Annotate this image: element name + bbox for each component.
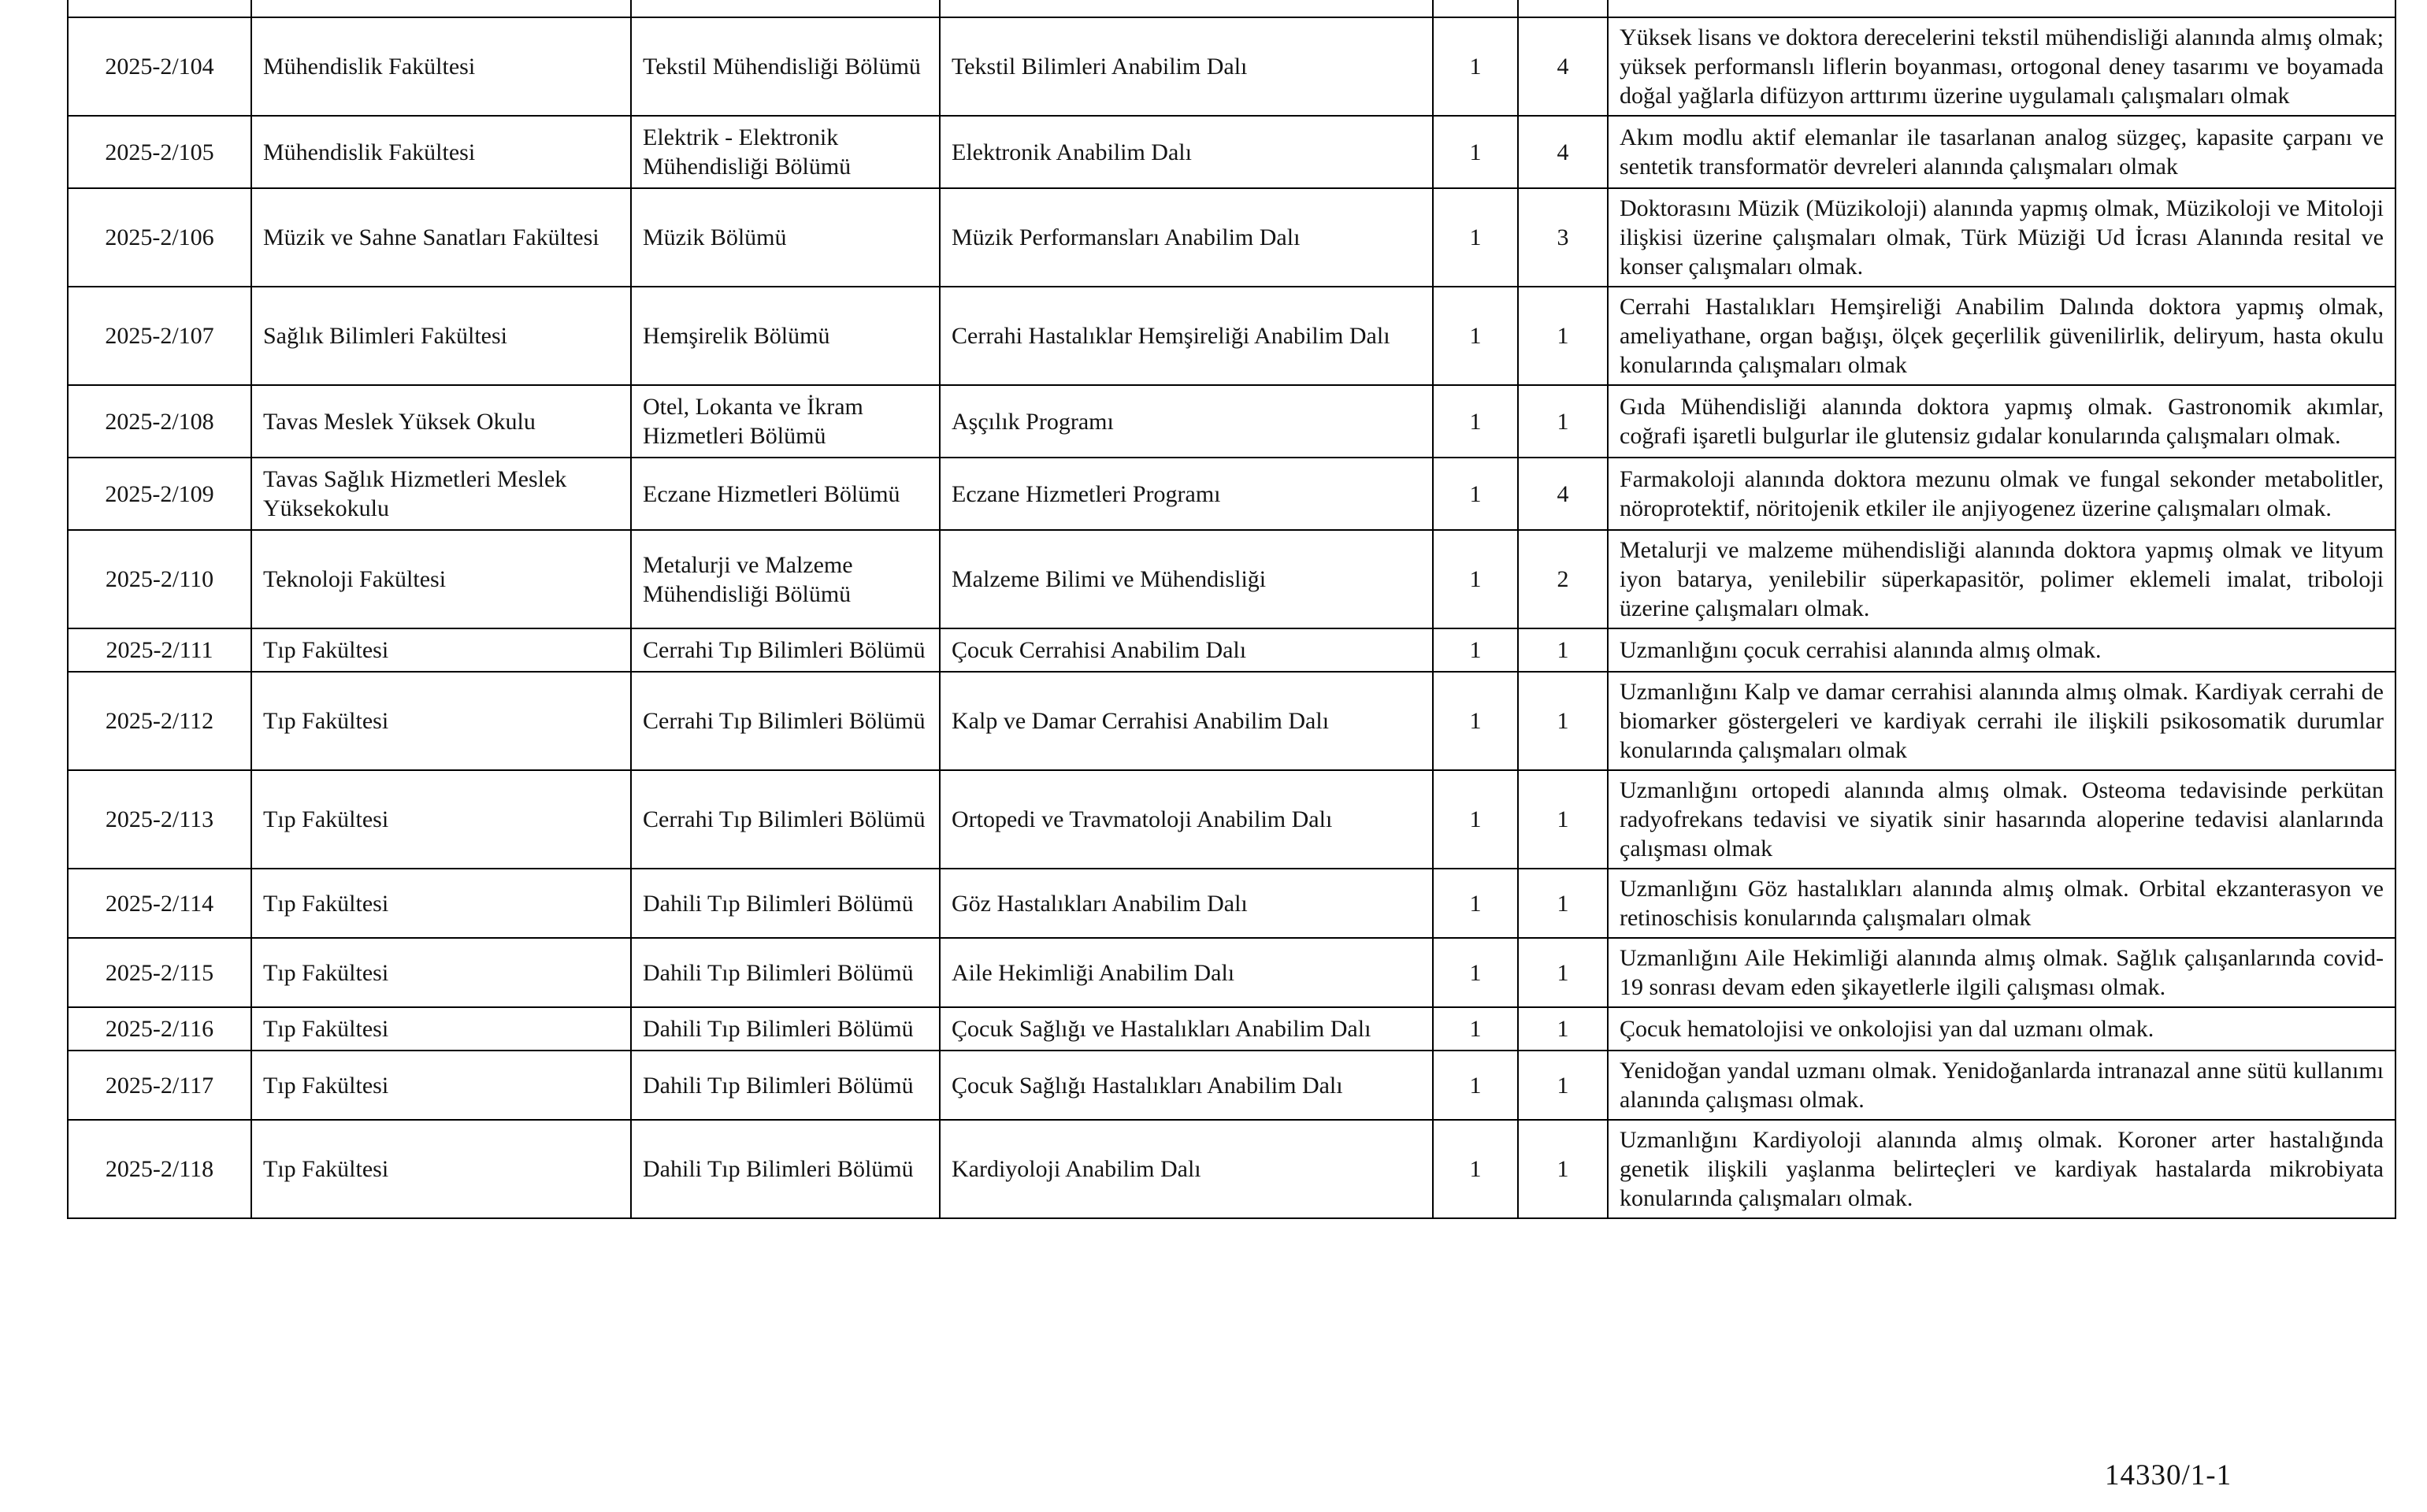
table-row <box>68 938 2395 1007</box>
count-cell: 2 <box>1518 530 1608 628</box>
count-cell: 1 <box>1518 385 1608 458</box>
department-cell: Cerrahi Tıp Bilimleri Bölümü <box>631 770 940 869</box>
table-row <box>68 628 2395 672</box>
table-row <box>68 287 2395 385</box>
listing-id-cell: 2025-2/115 <box>68 938 251 1007</box>
count-cell: 1 <box>1518 869 1608 938</box>
description-cell: Uzmanlığını çocuk cerrahisi alanında almış olmak. <box>1608 628 2395 672</box>
faculty-cell: Tıp Fakültesi <box>251 1007 631 1051</box>
listing-id-cell: 2025-2/106 <box>68 188 251 287</box>
table-row <box>68 385 2395 458</box>
description-cell: Yenidoğan yandal uzmanı olmak. Yenidoğanlarda intranazal anne sütü kullanımı alanında çalışması olmak. <box>1608 1051 2395 1120</box>
empty-cell <box>631 0 940 17</box>
listing-id-cell: 2025-2/112 <box>68 672 251 770</box>
table-row-partial-top <box>68 0 2395 17</box>
department-cell: Dahili Tıp Bilimleri Bölümü <box>631 1051 940 1120</box>
department-cell: Tekstil Mühendisliği Bölümü <box>631 17 940 116</box>
count-cell: 1 <box>1518 938 1608 1007</box>
count-cell: 4 <box>1518 116 1608 188</box>
description-cell: Uzmanlığını Kardiyoloji alanında almış olmak. Koroner arter hastalığında genetik ilişkili yaşlanma belirteçleri ve kardiyak hastalarda mikrobiyata konularında çalışmaları olmak. <box>1608 1120 2395 1218</box>
program-cell: Göz Hastalıkları Anabilim Dalı <box>940 869 1433 938</box>
degree-cell: 1 <box>1433 458 1518 530</box>
program-cell: Kardiyoloji Anabilim Dalı <box>940 1120 1433 1218</box>
listing-id-cell: 2025-2/108 <box>68 385 251 458</box>
faculty-cell: Tavas Meslek Yüksek Okulu <box>251 385 631 458</box>
listing-id-cell: 2025-2/118 <box>68 1120 251 1218</box>
page-number: 14330/1-1 <box>2105 1459 2232 1492</box>
department-cell: Hemşirelik Bölümü <box>631 287 940 385</box>
program-cell: Elektronik Anabilim Dalı <box>940 116 1433 188</box>
faculty-cell: Tavas Sağlık Hizmetleri Meslek Yüksekokulu <box>251 458 631 530</box>
description-cell: Cerrahi Hastalıkları Hemşireliği Anabilim Dalında doktora yapmış olmak, ameliyathane, organ bağışı, ölçek geçerlilik güvenilirlik, deliryum, hasta okulu konularında çalışmaları olmak <box>1608 287 2395 385</box>
department-cell: Dahili Tıp Bilimleri Bölümü <box>631 1007 940 1051</box>
count-cell: 1 <box>1518 672 1608 770</box>
department-cell: Otel, Lokanta ve İkram Hizmetleri Bölümü <box>631 385 940 458</box>
table-row <box>68 869 2395 938</box>
empty-cell <box>940 0 1433 17</box>
program-cell: Kalp ve Damar Cerrahisi Anabilim Dalı <box>940 672 1433 770</box>
faculty-cell: Tıp Fakültesi <box>251 1120 631 1218</box>
table-row <box>68 672 2395 770</box>
program-cell: Ortopedi ve Travmatoloji Anabilim Dalı <box>940 770 1433 869</box>
department-cell: Cerrahi Tıp Bilimleri Bölümü <box>631 672 940 770</box>
program-cell: Aşçılık Programı <box>940 385 1433 458</box>
count-cell: 1 <box>1518 770 1608 869</box>
program-cell: Çocuk Sağlığı Hastalıkları Anabilim Dalı <box>940 1051 1433 1120</box>
empty-cell <box>251 0 631 17</box>
department-cell: Eczane Hizmetleri Bölümü <box>631 458 940 530</box>
program-cell: Tekstil Bilimleri Anabilim Dalı <box>940 17 1433 116</box>
empty-cell <box>1608 0 2395 17</box>
empty-cell <box>68 0 251 17</box>
degree-cell: 1 <box>1433 869 1518 938</box>
department-cell: Dahili Tıp Bilimleri Bölümü <box>631 869 940 938</box>
listing-id-cell: 2025-2/105 <box>68 116 251 188</box>
faculty-cell: Mühendislik Fakültesi <box>251 116 631 188</box>
empty-cell <box>1518 0 1608 17</box>
description-cell: Uzmanlığını Göz hastalıkları alanında almış olmak. Orbital ekzanterasyon ve retinoschisis konularında çalışmaları olmak <box>1608 869 2395 938</box>
description-cell: Uzmanlığını ortopedi alanında almış olmak. Osteoma tedavisinde perkütan radyofrekans tedavisi ve siyatik sinir hasarında aloperine tedavisi alanlarında çalışması olmak <box>1608 770 2395 869</box>
job-postings-table <box>67 0 2396 1219</box>
count-cell: 1 <box>1518 1007 1608 1051</box>
description-cell: Çocuk hematolojisi ve onkolojisi yan dal uzmanı olmak. <box>1608 1007 2395 1051</box>
department-cell: Metalurji ve Malzeme Mühendisliği Bölümü <box>631 530 940 628</box>
degree-cell: 1 <box>1433 672 1518 770</box>
program-cell: Müzik Performansları Anabilim Dalı <box>940 188 1433 287</box>
faculty-cell: Tıp Fakültesi <box>251 1051 631 1120</box>
degree-cell: 1 <box>1433 770 1518 869</box>
program-cell: Eczane Hizmetleri Programı <box>940 458 1433 530</box>
table-row <box>68 17 2395 116</box>
listing-id-cell: 2025-2/116 <box>68 1007 251 1051</box>
department-cell: Cerrahi Tıp Bilimleri Bölümü <box>631 628 940 672</box>
faculty-cell: Tıp Fakültesi <box>251 770 631 869</box>
degree-cell: 1 <box>1433 188 1518 287</box>
department-cell: Dahili Tıp Bilimleri Bölümü <box>631 938 940 1007</box>
table-row <box>68 770 2395 869</box>
listing-id-cell: 2025-2/111 <box>68 628 251 672</box>
table-row <box>68 1007 2395 1051</box>
count-cell: 3 <box>1518 188 1608 287</box>
count-cell: 1 <box>1518 1051 1608 1120</box>
table-row <box>68 188 2395 287</box>
listing-id-cell: 2025-2/117 <box>68 1051 251 1120</box>
degree-cell: 1 <box>1433 116 1518 188</box>
listing-id-cell: 2025-2/104 <box>68 17 251 116</box>
count-cell: 1 <box>1518 1120 1608 1218</box>
faculty-cell: Mühendislik Fakültesi <box>251 17 631 116</box>
degree-cell: 1 <box>1433 287 1518 385</box>
faculty-cell: Tıp Fakültesi <box>251 672 631 770</box>
listing-id-cell: 2025-2/110 <box>68 530 251 628</box>
program-cell: Çocuk Sağlığı ve Hastalıkları Anabilim Dalı <box>940 1007 1433 1051</box>
description-cell: Yüksek lisans ve doktora derecelerini tekstil mühendisliği alanında almış olmak; yüksek performanslı liflerin boyanması, ortogonal deney tasarımı ve boyamada doğal yağlarla difüzyon arttırımı üzerine uygulamalı çalışmaları olmak <box>1608 17 2395 116</box>
faculty-cell: Tıp Fakültesi <box>251 938 631 1007</box>
degree-cell: 1 <box>1433 1051 1518 1120</box>
faculty-cell: Müzik ve Sahne Sanatları Fakültesi <box>251 188 631 287</box>
count-cell: 1 <box>1518 628 1608 672</box>
description-cell: Uzmanlığını Aile Hekimliği alanında almış olmak. Sağlık çalışanlarında covid-19 sonrası devam eden şikayetlerle ilgili çalışması olmak. <box>1608 938 2395 1007</box>
description-cell: Doktorasını Müzik (Müzikoloji) alanında yapmış olmak, Müzikoloji ve Mitoloji ilişkisi üzerine çalışmaları olmak, Türk Müziği Ud İcrası Alanında resital ve konser çalışmaları olmak. <box>1608 188 2395 287</box>
listing-id-cell: 2025-2/113 <box>68 770 251 869</box>
description-cell: Metalurji ve malzeme mühendisliği alanında doktora yapmış olmak ve lityum iyon batarya, yenilebilir süperkapasitör, polimer eklemeli imalat, triboloji üzerine çalışmaları olmak. <box>1608 530 2395 628</box>
degree-cell: 1 <box>1433 938 1518 1007</box>
degree-cell: 1 <box>1433 530 1518 628</box>
description-cell: Farmakoloji alanında doktora mezunu olmak ve fungal sekonder metabolitler, nöroprotektif, nöritojenik etkiler ile anjiyogenez üzerine çalışmaları olmak. <box>1608 458 2395 530</box>
table-row <box>68 458 2395 530</box>
degree-cell: 1 <box>1433 628 1518 672</box>
degree-cell: 1 <box>1433 1007 1518 1051</box>
count-cell: 4 <box>1518 458 1608 530</box>
faculty-cell: Tıp Fakültesi <box>251 869 631 938</box>
program-cell: Malzeme Bilimi ve Mühendisliği <box>940 530 1433 628</box>
department-cell: Dahili Tıp Bilimleri Bölümü <box>631 1120 940 1218</box>
degree-cell: 1 <box>1433 17 1518 116</box>
listing-id-cell: 2025-2/109 <box>68 458 251 530</box>
faculty-cell: Sağlık Bilimleri Fakültesi <box>251 287 631 385</box>
description-cell: Uzmanlığını Kalp ve damar cerrahisi alanında almış olmak. Kardiyak cerrahi de biomarker göstergeleri ve kardiyak cerrahi ile ilişkili psikosomatik durumlar konularında çalışmaları olmak <box>1608 672 2395 770</box>
empty-cell <box>1433 0 1518 17</box>
count-cell: 1 <box>1518 287 1608 385</box>
faculty-cell: Teknoloji Fakültesi <box>251 530 631 628</box>
program-cell: Cerrahi Hastalıklar Hemşireliği Anabilim Dalı <box>940 287 1433 385</box>
description-cell: Gıda Mühendisliği alanında doktora yapmış olmak. Gastronomik akımlar, coğrafi işaretli bulgurlar ile glutensiz gıdalar konularında çalışmaları olmak. <box>1608 385 2395 458</box>
table-row <box>68 1051 2395 1120</box>
listing-id-cell: 2025-2/107 <box>68 287 251 385</box>
program-cell: Çocuk Cerrahisi Anabilim Dalı <box>940 628 1433 672</box>
description-cell: Akım modlu aktif elemanlar ile tasarlanan analog süzgeç, kapasite çarpanı ve sentetik transformatör devreleri alanında çalışmaları olmak <box>1608 116 2395 188</box>
degree-cell: 1 <box>1433 385 1518 458</box>
table-row <box>68 530 2395 628</box>
faculty-cell: Tıp Fakültesi <box>251 628 631 672</box>
department-cell: Elektrik - Elektronik Mühendisliği Bölümü <box>631 116 940 188</box>
table-row <box>68 1120 2395 1218</box>
listing-id-cell: 2025-2/114 <box>68 869 251 938</box>
table-row <box>68 116 2395 188</box>
count-cell: 4 <box>1518 17 1608 116</box>
program-cell: Aile Hekimliği Anabilim Dalı <box>940 938 1433 1007</box>
department-cell: Müzik Bölümü <box>631 188 940 287</box>
degree-cell: 1 <box>1433 1120 1518 1218</box>
